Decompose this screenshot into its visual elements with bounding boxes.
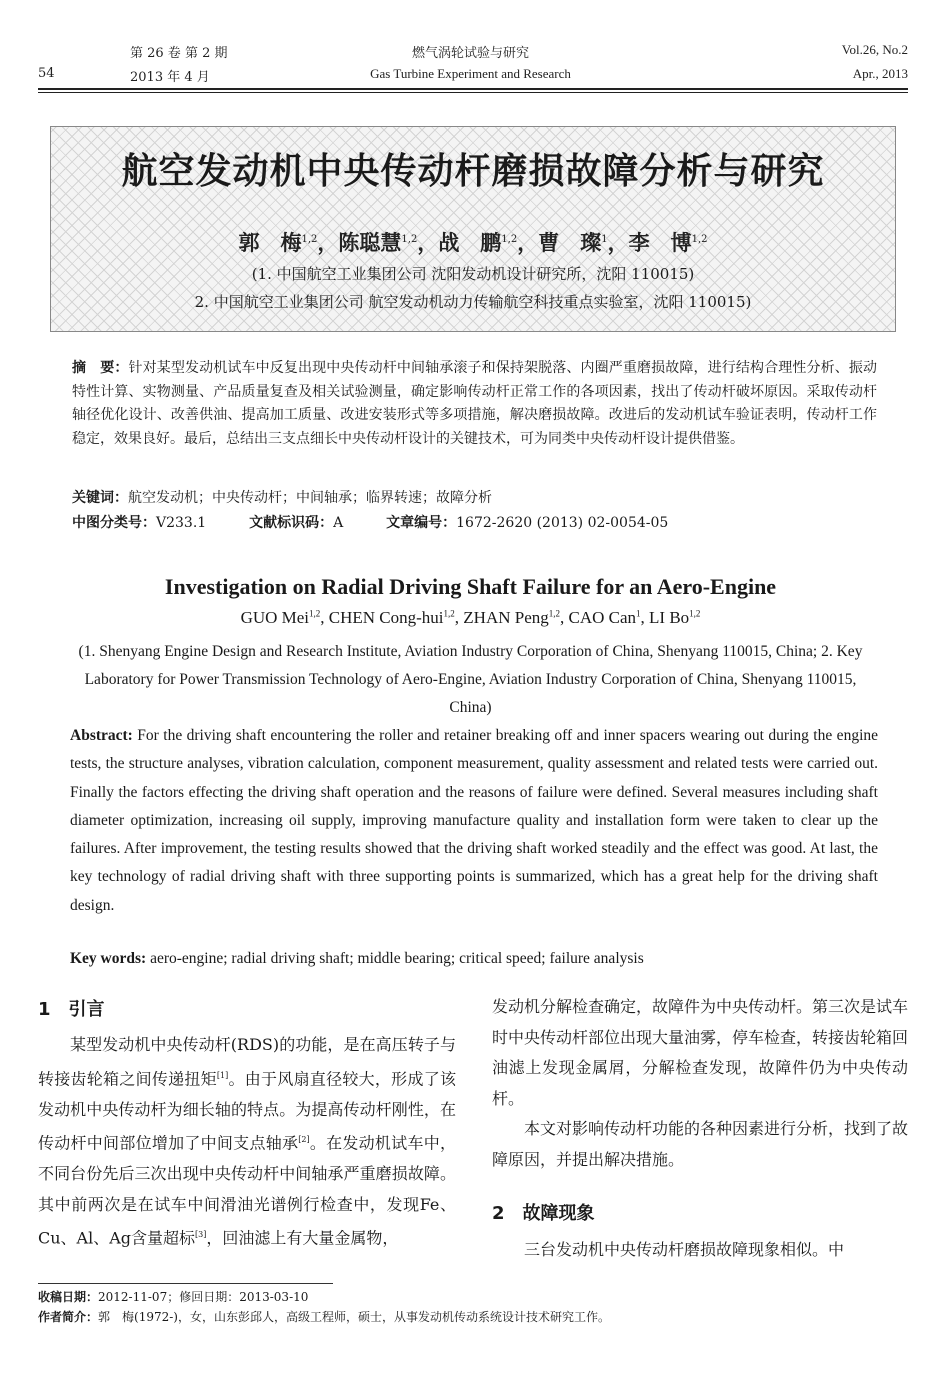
date-en: Apr., 2013 (852, 66, 908, 81)
affiliation-cn-1: (1. 中国航空工业集团公司 沈阳发动机设计研究所，沈阳 110015) (251, 265, 695, 283)
cn-author-separator: ， (607, 230, 629, 255)
en-author-separator: , (640, 608, 650, 627)
citation-2: [2] (298, 1135, 310, 1145)
clc-label: 中图分类号： (72, 515, 156, 531)
en-author-name: CAO Can (568, 608, 637, 627)
volume-en: Vol.26, No.2 (841, 42, 908, 57)
keywords-cn-text: 航空发动机；中央传动杆；中间轴承；临界转速；故障分析 (128, 490, 492, 506)
clc-value: V233.1 (156, 515, 207, 531)
citation-3: [3] (195, 1230, 207, 1240)
abstract-cn-text: 针对某型发动机试车中反复出现中央传动杆中间轴承滚子和保持架脱落、内圈严重磨损故障，进行结构合理性分析、振动特性计算、实物测量、产品质量复查及相关试验测量，确定影响传动杆正常工作的各项因素，找出了传动杆破坏原因。采取传动杆轴径优化设计、改善供油、提高加工质量、改进安装形式等多项措施，解决磨损故障。改进后的发动机试车验证表明，传动杆工作稳定，效果良好。最后，总结出三支点细长中央传动杆设计的关键技术，可为同类中央传动杆设计提供借鉴。 (72, 360, 877, 447)
keywords-cn (72, 487, 492, 507)
author-bio-note (38, 1308, 610, 1325)
cn-author-affil-mark: 1,2 (501, 234, 518, 245)
footnote-rule (38, 1283, 333, 1284)
citation-1: [1] (216, 1070, 229, 1080)
cn-author-separator: ， (517, 230, 539, 255)
paper-title-cn: 航空发动机中央传动杆磨损故障分析与研究 (121, 151, 825, 192)
article-number-value: 1672-2620 (2013) 02-0054-05 (456, 515, 669, 531)
body-right-column (492, 992, 908, 1176)
author-bio-value: 郭 梅(1972-)，女，山东彭邱人，高级工程师，硕士，从事发动机传动系统设计技术研究工作。 (98, 1310, 610, 1324)
header-rule-thin (38, 92, 908, 93)
abstract-en-text: For the driving shaft encountering the roller and retainer breaking off and inner spacers wearing out during the engine tests, the structure analyses, vibration calculation, component measurement, quality assessment and related tests were carried out. Finally the factors effecting the driving shaft operation and the reasons of failure were defined. Several measures including shaft diameter optimization, increasing oil supply, improving manufacture quality and installation form were taken to clear up the failures. After improvement, the testing results showed that the driving shaft worked steadily and the effect was good. At last, the key technology of radial driving shaft with three supporting points is summarized, which has a great help for the driving shaft design. (70, 727, 879, 914)
en-author-affil-mark: 1,2 (548, 608, 560, 619)
classification-line (72, 512, 668, 532)
abstract-cn (72, 357, 877, 451)
en-author-name: GUO Mei (240, 608, 310, 627)
cn-author-affil-mark: 1,2 (691, 234, 708, 245)
cn-author-name: 陈聪慧 (338, 230, 402, 255)
received-value: 2012-11-07；修回日期：2013-03-10 (98, 1290, 309, 1304)
section-2-body (492, 1235, 908, 1266)
en-author-name: ZHAN Peng (463, 608, 549, 627)
keywords-en-label: Key words: (70, 950, 147, 967)
en-author-separator: , (320, 608, 329, 627)
en-author-name: CHEN Cong-hui (328, 608, 444, 627)
en-author-affil-mark: 1 (636, 608, 641, 619)
body-left-column (38, 1030, 456, 1254)
en-author-affil-mark: 1,2 (689, 608, 701, 619)
en-author-separator: , (560, 608, 569, 627)
section-2-paragraph-1: 三台发动机中央传动杆磨损故障现象相似。中 (524, 1240, 845, 1259)
en-author-affil-mark: 1,2 (309, 608, 321, 619)
cn-author-name: 李 博 (628, 230, 692, 255)
abstract-en (70, 722, 878, 920)
journal-name-en: Gas Turbine Experiment and Research (370, 66, 571, 81)
header-rule-thick (38, 88, 908, 90)
keywords-en-text: aero-engine; radial driving shaft; middle bearing; critical speed; failure analysis (150, 950, 644, 967)
cn-author-affil-mark: 1,2 (301, 234, 318, 245)
affiliation-cn-2: 2. 中国航空工业集团公司 航空发动机动力传输航空科技重点实验室，沈阳 110015) (194, 293, 752, 311)
cn-author-name: 郭 梅 (238, 230, 302, 255)
keywords-en (70, 950, 644, 968)
received-date-note (38, 1288, 308, 1305)
section-2-heading: 2 故障现象 (492, 1203, 595, 1224)
doc-code-value: A (333, 515, 344, 531)
cn-author-affil-mark: 1,2 (401, 234, 418, 245)
section-1-heading: 1 引言 (38, 999, 105, 1020)
received-label: 收稿日期： (38, 1290, 99, 1304)
en-author-separator: , (454, 608, 464, 627)
abstract-cn-label: 摘 要： (72, 360, 129, 376)
section-1-paragraph-2: 本文对影响传动杆功能的各种因素进行分析，找到了故障原因，并提出解决措施。 (492, 1119, 909, 1169)
abstract-en-label: Abstract: (70, 727, 133, 744)
author-bio-label: 作者简介： (38, 1310, 99, 1324)
volume-cn: 第 26 卷 第 2 期 (130, 46, 228, 61)
cn-author-name: 战 鹏 (438, 230, 502, 255)
author-list-en (0, 608, 941, 628)
page-number: 54 (38, 66, 55, 81)
doc-code-label: 文献标识码： (249, 515, 334, 531)
cn-author-separator: ， (317, 230, 339, 255)
en-author-affil-mark: 1,2 (443, 608, 455, 619)
keywords-cn-label: 关键词： (72, 490, 128, 506)
paper-title-en: Investigation on Radial Driving Shaft Failure for an Aero-Engine (164, 574, 777, 599)
cn-author-affil-mark: 1 (601, 234, 608, 245)
title-block (50, 126, 896, 332)
section-1-paragraph-1: 某型发动机中央传动杆(RDS)的功能，是在高压转子与转接齿轮箱之间传递扭矩[1]。由于风扇直径较大，形成了该发动机中央传动杆为细长轴的特点。为提高传动杆刚性，在传动杆中间部位增加了中间支点轴承[2]。在发动机试车中，不同台份先后三次出现中央传动杆中间轴承严重磨损故障。其中前两次是在试车中间滑油光谱例行检查中，发现Fe、Cu、Al、Ag含量超标[3]，回油滤上有大量金属物， (38, 1035, 456, 1248)
date-cn: 2013 年 4 月 (130, 70, 210, 85)
article-number-label: 文章编号： (386, 515, 457, 531)
cn-author-name: 曹 璨 (538, 230, 602, 255)
author-list-cn (51, 227, 895, 257)
section-1-paragraph-1-cont: 发动机分解检查确定，故障件为中央传动杆。第三次是试车时中央传动杆部位出现大量油雾，停车检查，转接齿轮箱回油滤上发现金属屑，分解检查发现，故障件仍为中央传动杆。 (492, 997, 909, 1108)
affiliation-en: (1. Shenyang Engine Design and Research Institute, Aviation Industry Corporation of China, Shenyang 110015, China; 2. Key Laboratory for Power Transmission Technology of Aero-Engine, Aviation Industry Corporation of China, Shenyang 110015, China) (78, 643, 863, 716)
cn-author-separator: ， (417, 230, 439, 255)
en-author-name: LI Bo (649, 608, 690, 627)
journal-name-cn: 燃气涡轮试验与研究 (411, 46, 529, 61)
